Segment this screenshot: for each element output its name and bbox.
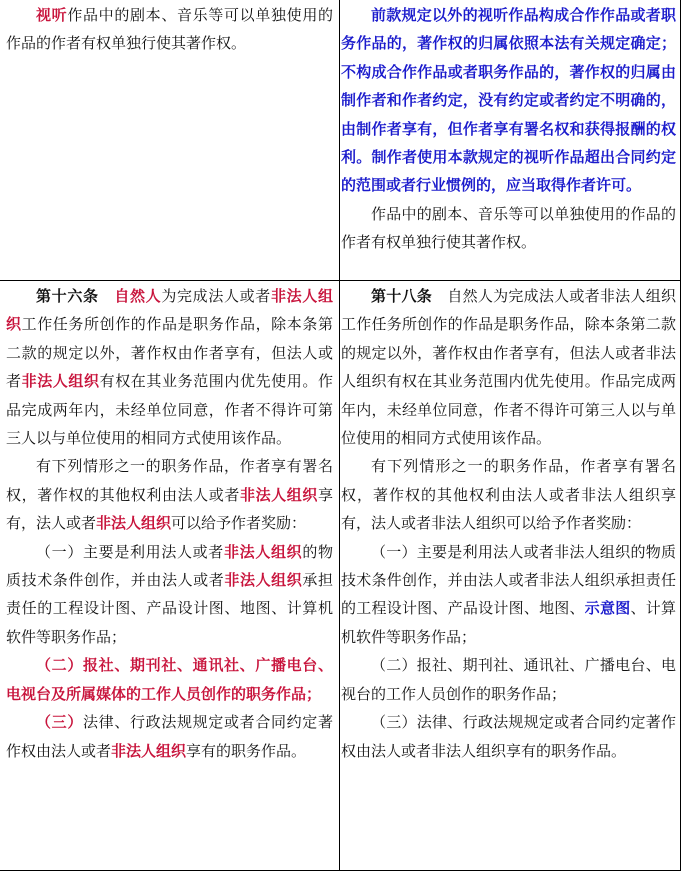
article-18-number: 第十八条 [371,287,433,305]
text-run: 为完成法人或者 [161,287,271,305]
highlight-blue: 示意图 [584,599,631,618]
art18-paragraph-5 [341,708,676,765]
highlight-red: 非法人组织 [111,741,187,760]
column-divider [339,0,340,871]
text-run: 工作任务所创作的作品是职务作品，除本条第二款的规定以外，著作权由作者享有，但法人或者 [6,315,333,391]
text-run: （一）主要是利用法人或者非法人组织的物质技术条件创作，并由法人或者非法人组织承担责任的工程设计图、产品设计图、地图、 [341,542,676,618]
art16-paragraph-5 [6,708,333,765]
row-divider [0,280,681,281]
highlight-red: （三） [36,713,83,732]
highlight-red: 非法人组织 [224,571,303,590]
text-run: 有下列情形之一的职务作品，作者享有署名权，著作权的其他权利由法人或者非法人组织享有，法人或者非法人组织可以给予作者奖励： [341,457,676,533]
highlight-red: （二） [36,656,83,675]
text-run: 自然人为完成法人或者非法人组织工作任务所创作的作品是职务作品，除本条第二款的规定以外，著作权由作者享有，但法人或者非法人组织有权在其业务范围内优先使用。作品完成两年内，未经单位同意，作者不得许可第三人以与单位使用的相同方式使用该作品。 [341,287,676,448]
art16-paragraph-1 [6,282,333,452]
old-audiovisual-text: 作品中的剧本、音乐等可以单独使用的作品的作者有权单独行使其著作权。 [6,6,333,53]
art16-paragraph-2 [6,452,333,537]
art18-paragraph-4 [341,651,676,708]
highlight-red: 自然人 [114,287,162,305]
highlight-audiovisual: 视听 [36,6,68,24]
text-run: （三）法律、行政法规规定或者合同约定著作权由法人或者非法人组织享有的职务作品。 [341,713,676,760]
cell-article-16 [6,282,333,870]
art18-paragraph-3 [341,538,676,652]
highlight-red: 报社、期刊社、通讯社、广播电台、电视台及所属媒体的工作人员创作的职务作品； [6,656,333,703]
new-audiovisual-paragraph-1: 前款规定以外的视听作品构成合作作品或者职务作品的，著作权的归属依照本法有关规定确定；不构成合作作品或者职务作品的，著作权的归属由制作者和作者约定，没有约定或者约定不明确的，由制作者享有，但作者享有署名权和获得报酬的权利。制作者使用本款规定的视听作品超出合同约定的范围或者行业惯例的，应当取得作者许可。 [341,6,676,195]
art18-paragraph-1 [341,282,676,452]
highlight-red: 非法人组织 [6,287,333,334]
text-run: 有下列情形之一的职务作品，作者享有署名权，著作权的其他权利由法人或者 [6,457,333,504]
text-run: （二）报社、期刊社、通讯社、广播电台、电视台的工作人员创作的职务作品； [341,656,676,703]
art16-paragraph-3 [6,538,333,652]
old-audiovisual-paragraph [6,1,333,58]
cell-new-audiovisual [341,1,676,277]
article-16-number: 第十六条 [36,287,99,305]
text-run: 享有，法人或者 [6,485,333,533]
text-run: 的物质技术条件创作，并由法人或者 [6,542,333,590]
art18-p1-runs [341,287,676,447]
highlight-red: 非法人组织 [21,372,100,391]
highlight-red: 非法人组织 [223,542,303,561]
highlight-red: 非法人组织 [96,514,172,533]
text-run: 承担责任的工程设计图、产品设计图、地图、计算机软件等职务作品； [6,571,333,646]
text-run: 可以给予作者奖励： [171,514,307,533]
new-audiovisual-paragraph-2: 作品中的剧本、音乐等可以单独使用的作品的作者有权单独行使其著作权。 [341,204,676,252]
text-run: （一）主要是利用法人或者 [36,542,224,561]
highlight-red: 非法人组织 [239,485,318,504]
text-run: 、计算机软件等职务作品； [341,599,676,646]
text-run: 享有的职务作品。 [186,741,307,760]
cell-article-18 [341,282,676,870]
text-run: 法律、行政法规规定或者合同约定著作权由法人或者 [6,713,333,760]
art16-p1-runs [6,287,333,447]
cell-old-audiovisual [6,1,333,277]
art16-paragraph-4 [6,651,333,708]
text-run: 有权在其业务范围内优先使用。作品完成两年内，未经单位同意，作者不得许可第三人以与单位使用的相同方式使用该作品。 [6,372,333,448]
art18-paragraph-2 [341,452,676,537]
